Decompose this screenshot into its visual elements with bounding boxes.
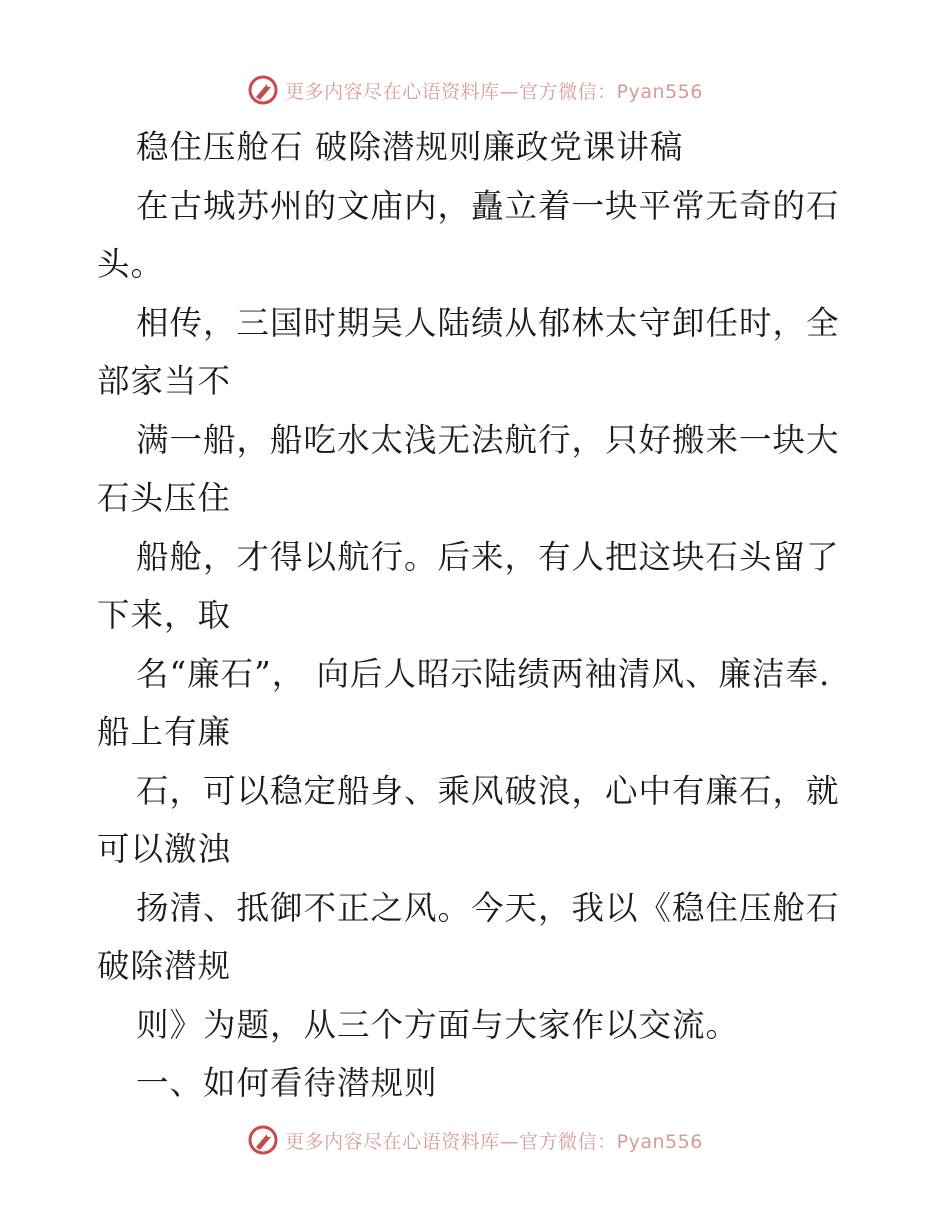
paragraph-5: 名“廉石”， 向后人昭示陆绩两袖清风、廉洁奉. 船上有廉 — [97, 654, 831, 751]
paragraph-1: 在古城苏州的文庙内，矗立着一块平常无奇的石头。 — [97, 186, 840, 283]
paragraph-2: 相传，三国时期吴人陆绩从郁林太守卸任时，全部家当不 — [97, 303, 840, 400]
pen-logo-icon — [247, 1124, 279, 1156]
paragraph-8: 则》为题，从三个方面与大家作以交流。 — [136, 1005, 740, 1044]
footer-watermark-banner — [0, 1120, 950, 1160]
header-watermark-banner — [0, 70, 950, 110]
paragraph-4: 船舱，才得以航行。后来，有人把这块石头留了下来，取 — [97, 537, 840, 634]
header-watermark-text: 更多内容尽在心语资料库—官方微信：Pyan556 — [285, 80, 703, 103]
paragraph-3: 满一船，船吃水太浅无法航行，只好搬来一块大石头压住 — [97, 420, 840, 517]
footer-watermark-text: 更多内容尽在心语资料库—官方微信：Pyan556 — [285, 1130, 703, 1153]
paragraph-6: 石，可以稳定船身、乘风破浪，心中有廉石，就可以激浊 — [97, 771, 840, 868]
section-heading-1: 一、如何看待潜规则 — [136, 1064, 438, 1102]
pen-logo-icon — [247, 74, 279, 106]
paragraph-7: 扬清、抵御不正之风。今天，我以《稳住压舱石 破除潜规 — [97, 888, 840, 985]
document-body — [97, 118, 857, 1113]
document-title: 稳住压舱石 破除潜规则廉政党课讲稿 — [136, 128, 684, 166]
